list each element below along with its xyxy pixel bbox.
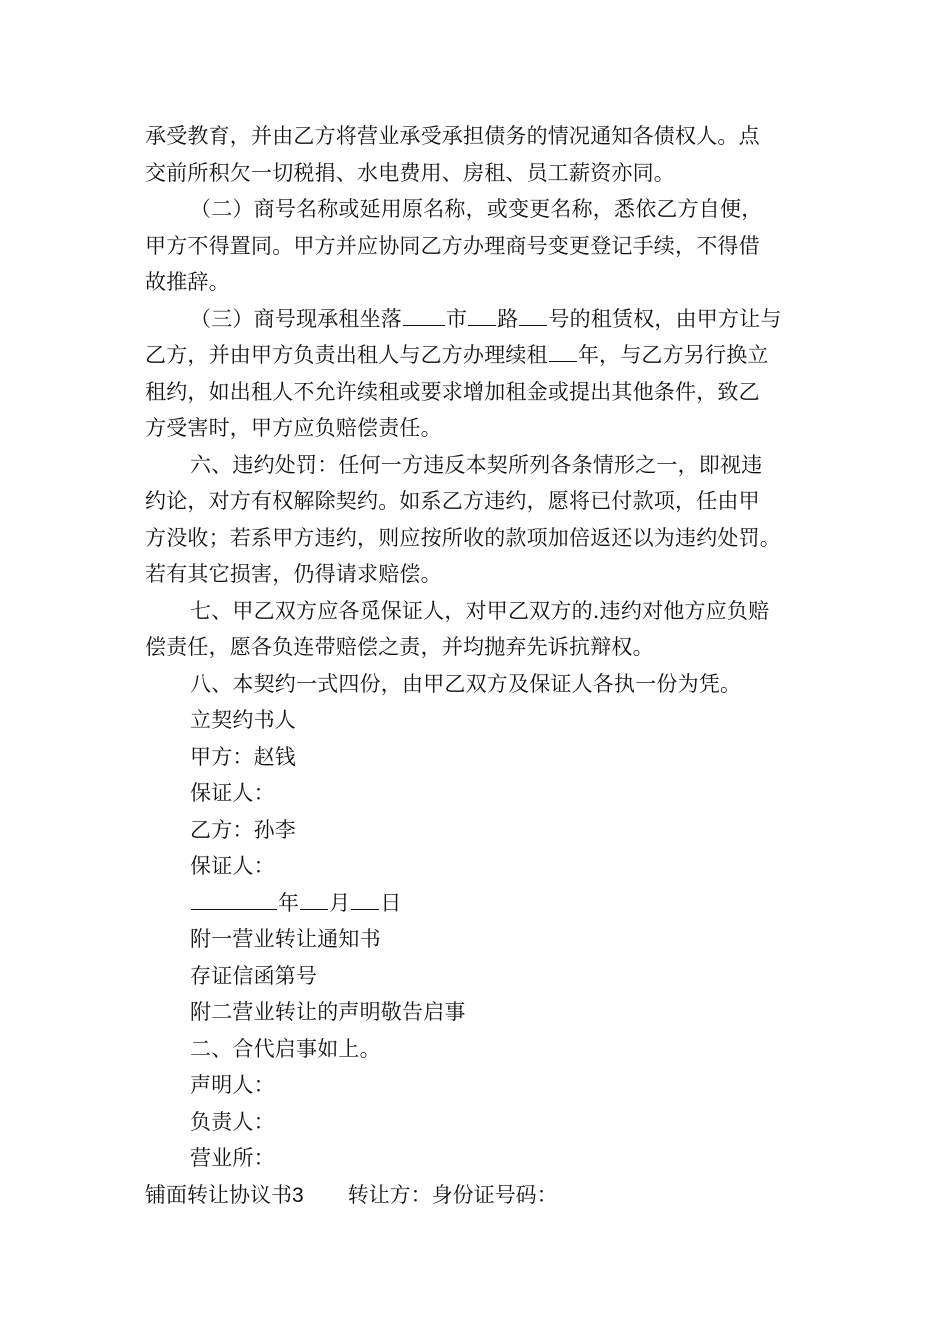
date-day-label: 日 [380,890,402,915]
appendix-notice-title: 附一营业转让通知书 [190,927,381,951]
responsible-label: 负责人： [190,1109,275,1134]
appendix-statement-title: 附二营业转让的声明敬告启事 [190,1000,466,1024]
statement-body: 二、合代启事如上。 [190,1036,381,1061]
signers-label: 立契约书人 [190,708,296,732]
text-line: 方受害时，甲方应负赔偿责任。 [145,416,442,440]
text-line-with-blanks [145,337,825,374]
declarant-label: 声明人： [190,1073,275,1097]
business-label: 营业所： [190,1146,275,1170]
blank-line [191,889,277,910]
text-segment: 路 [497,306,519,331]
guarantor-a: 保证人： [190,781,275,805]
letter-number: 存证信函第号 [190,963,318,988]
blank-line [403,305,445,326]
date-year-label: 年 [278,890,300,915]
transferor-label: 转让方： [347,1182,432,1207]
text-line: 故推辞。 [145,270,230,294]
text-segment: （三）商号现承租坐落 [190,306,402,331]
next-doc-number: 3 [292,1183,304,1207]
blank-line [300,889,328,910]
text-line: 租约，如出租人不允许续租或要求增加租金或提出其他条件，致乙 [145,379,760,404]
text-line: 八、本契约一式四份，由甲乙双方及保证人各执一份为凭。 [190,671,742,696]
text-line: 若有其它损害，仍得请求赔偿。 [145,562,442,586]
document-body [145,118,825,1213]
text-segment: 年，与乙方另行换立 [577,343,769,367]
blank-line [519,305,547,326]
date-month-label: 月 [329,890,351,915]
text-segment: 市 [446,306,468,331]
next-document-heading [145,1177,825,1214]
text-line: 约论，对方有权解除契约。如系乙方违约，愿将已付款项，任由甲 [145,489,760,513]
text-line: （二）商号名称或延用原名称，或变更名称，悉依乙方自便， [190,197,763,221]
text-line: 六、违约处罚：任何一方违反本契所列各条情形之一，即视违 [190,452,763,477]
text-line: 甲方不得置同。甲方并应协同乙方办理商号变更登记手续，不得借 [145,233,760,258]
id-number-label: 身份证号码： [431,1182,558,1207]
text-line: 七、甲乙双方应各觅保证人，对甲乙双方的.违约对他方应负赔 [190,598,770,623]
text-segment: 乙方，并由甲方负责出租人与乙方办理续租 [145,343,548,367]
next-doc-title: 铺面转让协议书 [145,1182,292,1207]
text-line: 偿责任，愿各负连带赔偿之责，并均抛弃先诉抗辩权。 [145,635,654,659]
text-line: 承受教育，并由乙方将营业承受承担债务的情况通知各债权人。点 [145,124,760,148]
text-segment: 号的租赁权，由甲方让与 [548,306,782,331]
blank-line [549,341,577,362]
text-line-with-blanks [145,301,825,338]
date-line [145,885,825,922]
text-line: 方没收；若系甲方违约，则应按所收的款项加倍返还以为违约处罚。 [145,525,781,550]
text-line: 交前所积欠一切税捐、水电费用、房租、员工薪资亦同。 [145,160,675,185]
party-b: 乙方：孙李 [190,817,296,842]
party-a: 甲方：赵钱 [190,744,296,769]
blank-line [351,889,379,910]
guarantor-b: 保证人： [190,854,275,878]
blank-line [468,305,496,326]
